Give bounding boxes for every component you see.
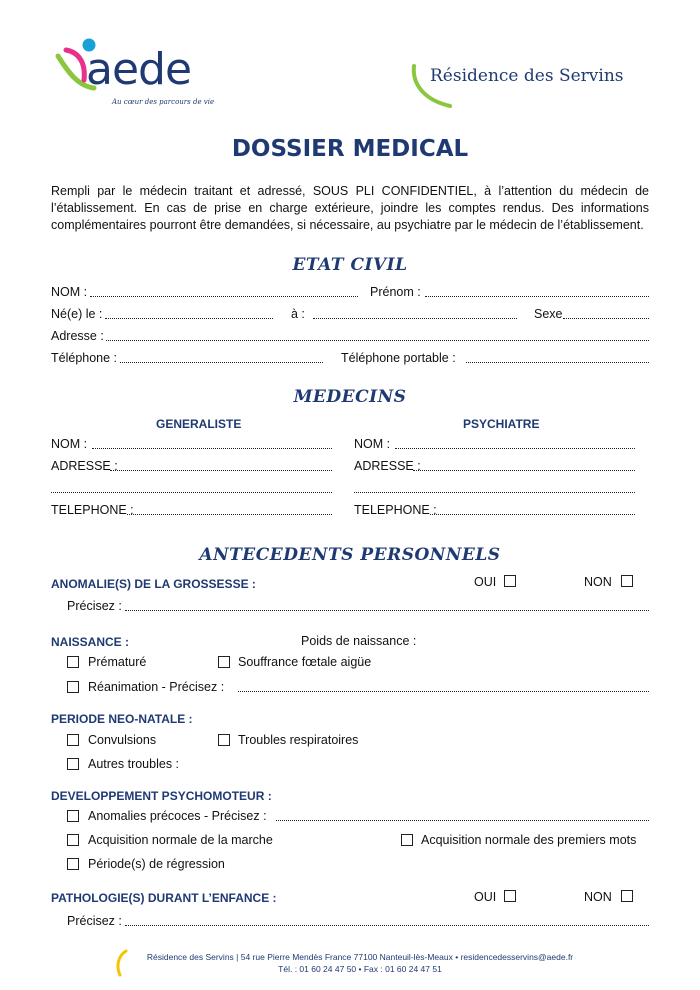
label-pathologie-non: NON [584, 890, 612, 904]
label-psy-nom: NOM : [354, 437, 391, 451]
label-gen-telephone: TELEPHONE : [51, 503, 134, 517]
field-gen-adresse[interactable] [110, 470, 332, 471]
heading-neo-natale: PERIODE NEO-NATALE : [51, 712, 193, 726]
section-etat-civil: ETAT CIVIL [292, 255, 408, 275]
section-medecins: MEDECINS [293, 387, 407, 407]
intro-paragraph: Rempli par le médecin traitant et adressé, SOUS PLI CONFIDENTIEL, à l’attention du médecin de l’établissement. En cas de prise en charge extérieure, joindre les comptes rendus. Des informations complémentaires pourront être demandées, si nécessaire, au psychiatre par le médecin de l’établissement. [51, 184, 649, 232]
checkbox-autres-troubles[interactable] [67, 758, 79, 770]
field-prenom[interactable] [425, 296, 649, 297]
field-psy-adresse-2[interactable] [354, 492, 635, 493]
field-gen-telephone[interactable] [127, 514, 332, 515]
checkbox-grossesse-non[interactable] [621, 575, 633, 587]
label-adresse: Adresse : [51, 329, 104, 343]
label-psy-adresse: ADRESSE : [354, 459, 421, 473]
label-sexe: Sexe [534, 307, 563, 321]
label-souffrance-foetale: Souffrance fœtale aigüe [238, 655, 372, 669]
heading-grossesse: ANOMALIE(S) DE LA GROSSESSE : [51, 577, 256, 591]
label-premature: Prématuré [88, 655, 147, 669]
label-a: à : [291, 307, 305, 321]
field-gen-adresse-2[interactable] [51, 492, 332, 493]
label-autres-troubles: Autres troubles : [88, 757, 180, 771]
checkbox-premature[interactable] [67, 656, 79, 668]
label-telephone: Téléphone : [51, 351, 118, 365]
label-convulsions: Convulsions [88, 733, 157, 747]
field-psy-telephone[interactable] [430, 514, 635, 515]
label-psy-telephone: TELEPHONE : [354, 503, 437, 517]
aede-wordmark: aede [86, 44, 192, 95]
section-antecedents: ANTECEDENTS PERSONNELS [199, 545, 501, 565]
label-poids-naissance: Poids de naissance : [301, 634, 417, 648]
label-prenom: Prénom : [370, 285, 421, 299]
field-tel-portable[interactable] [466, 362, 649, 363]
label-grossesse-oui: OUI [474, 575, 497, 589]
residence-logo [410, 60, 650, 112]
field-lieu-naissance[interactable] [313, 318, 517, 319]
checkbox-anomalies-precoces[interactable] [67, 810, 79, 822]
label-acq-marche: Acquisition normale de la marche [88, 833, 273, 847]
label-pathologie-precisez: Précisez : [67, 914, 122, 928]
checkbox-regression[interactable] [67, 858, 79, 870]
label-troubles-respiratoires: Troubles respiratoires [238, 733, 359, 747]
field-telephone[interactable] [120, 362, 323, 363]
label-ne-le: Né(e) le : [51, 307, 103, 321]
label-gen-nom: NOM : [51, 437, 88, 451]
heading-pathologie-enfance: PATHOLOGIE(S) DURANT L’ENFANCE : [51, 891, 277, 905]
footer-address: Résidence des Servins | 54 rue Pierre Mendès France 77100 Nanteuil-lès-Meaux • residencedesservins@aede.fr [146, 952, 574, 962]
checkbox-acq-marche[interactable] [67, 834, 79, 846]
checkbox-convulsions[interactable] [67, 734, 79, 746]
label-gen-adresse: ADRESSE : [51, 459, 118, 473]
footer-phone: Tél. : 01 60 24 47 50 • Fax : 01 60 24 47 51 [278, 964, 442, 974]
field-psy-nom[interactable] [395, 448, 635, 449]
checkbox-pathologie-oui[interactable] [504, 890, 516, 902]
label-grossesse-non: NON [584, 575, 612, 589]
checkbox-pathologie-non[interactable] [621, 890, 633, 902]
label-nom: NOM : [51, 285, 88, 299]
document-title: DOSSIER MEDICAL [231, 136, 469, 162]
heading-dev-psychomoteur: DEVELOPPEMENT PSYCHOMOTEUR : [51, 789, 272, 803]
field-sexe[interactable] [563, 318, 649, 319]
label-acq-mots: Acquisition normale des premiers mots [421, 833, 637, 847]
heading-naissance: NAISSANCE : [51, 635, 130, 649]
field-pathologie-precisez[interactable] [125, 925, 649, 926]
aede-tagline: Au cœur des parcours de vie [112, 98, 215, 106]
label-reanimation: Réanimation - Précisez : [88, 680, 225, 694]
label-anomalies-precoces: Anomalies précoces - Précisez : [88, 809, 267, 823]
checkbox-acq-mots[interactable] [401, 834, 413, 846]
field-grossesse-precisez[interactable] [125, 610, 649, 611]
subheading-psychiatre: PSYCHIATRE [463, 417, 540, 431]
field-anomalies-precoces[interactable] [276, 820, 649, 821]
checkbox-reanimation[interactable] [67, 681, 79, 693]
residence-name: Résidence des Servins [430, 66, 624, 86]
field-adresse[interactable] [106, 340, 649, 341]
label-grossesse-precisez: Précisez : [67, 599, 122, 613]
checkbox-souffrance-foetale[interactable] [218, 656, 230, 668]
checkbox-grossesse-oui[interactable] [504, 575, 516, 587]
label-pathologie-oui: OUI [474, 890, 497, 904]
field-gen-nom[interactable] [92, 448, 332, 449]
field-reanimation-precisez[interactable] [238, 691, 649, 692]
field-psy-adresse[interactable] [413, 470, 635, 471]
label-regression: Période(s) de régression [88, 857, 225, 871]
checkbox-troubles-respiratoires[interactable] [218, 734, 230, 746]
aede-logo [54, 36, 214, 108]
label-tel-portable: Téléphone portable : [341, 351, 456, 365]
subheading-generaliste: GENERALISTE [156, 417, 242, 431]
field-date-naissance[interactable] [105, 318, 273, 319]
field-nom[interactable] [90, 296, 358, 297]
